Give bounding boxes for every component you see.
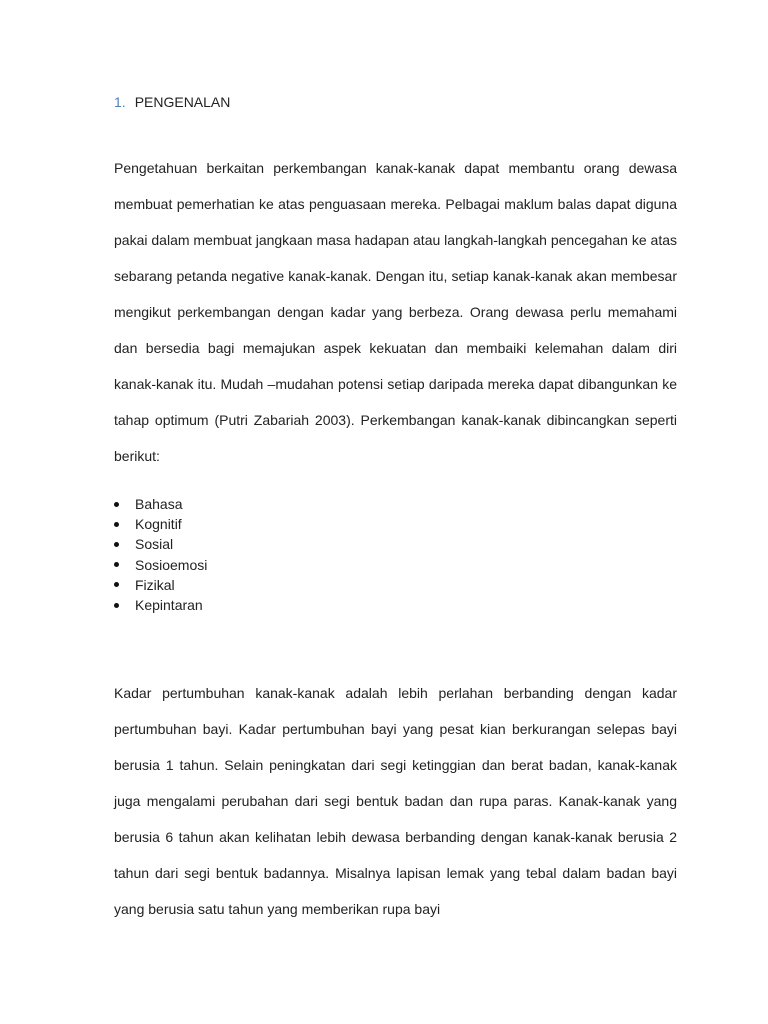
list-item: Kognitif: [114, 514, 207, 534]
bullet-icon: [114, 542, 119, 547]
bullet-icon: [114, 603, 119, 608]
bullet-icon: [114, 582, 119, 587]
section-number: 1.: [114, 94, 126, 110]
section-heading: [114, 93, 230, 111]
list-item: Bahasa: [114, 494, 207, 514]
section-title: PENGENALAN: [134, 94, 231, 110]
bullet-icon: [114, 522, 119, 527]
list-item: Sosial: [114, 534, 207, 554]
intro-paragraph: Pengetahuan berkaitan perkembangan kanak-kanak dapat membantu orang dewasa membuat pemerhatian ke atas penguasaan mereka. Pelbagai maklum balas dapat diguna pakai dalam membuat jangkaan masa hadapan atau langkah-langkah pencegahan ke atas sebarang petanda negative kanak-kanak. Dengan itu, setiap kanak-kanak akan membesar mengikut perkembangan dengan kadar yang berbeza. Orang dewasa perlu memahami dan bersedia bagi memajukan aspek kekuatan dan membaiki kelemahan dalam diri kanak-kanak itu. Mudah –mudahan potensi setiap daripada mereka dapat dibangunkan ke tahap optimum (Putri Zabariah 2003). Perkembangan kanak-kanak dibincangkan seperti berikut:: [114, 160, 677, 464]
list-item: Sosioemosi: [114, 555, 207, 575]
bullet-icon: [114, 502, 119, 507]
list-item: Kepintaran: [114, 595, 207, 615]
list-item: Fizikal: [114, 575, 207, 595]
bullet-icon: [114, 562, 119, 567]
development-list: [114, 494, 207, 615]
growth-paragraph: Kadar pertumbuhan kanak-kanak adalah lebih perlahan berbanding dengan kadar pertumbuhan bayi. Kadar pertumbuhan bayi yang pesat kian berkurangan selepas bayi berusia 1 tahun. Selain peningkatan dari segi ketinggian dan berat badan, kanak-kanak juga mengalami perubahan dari segi bentuk badan dan rupa paras. Kanak-kanak yang berusia 6 tahun akan kelihatan lebih dewasa berbanding dengan kanak-kanak berusia 2 tahun dari segi bentuk badannya. Misalnya lapisan lemak yang tebal dalam badan bayi yang berusia satu tahun yang memberikan rupa bayi: [114, 685, 677, 917]
